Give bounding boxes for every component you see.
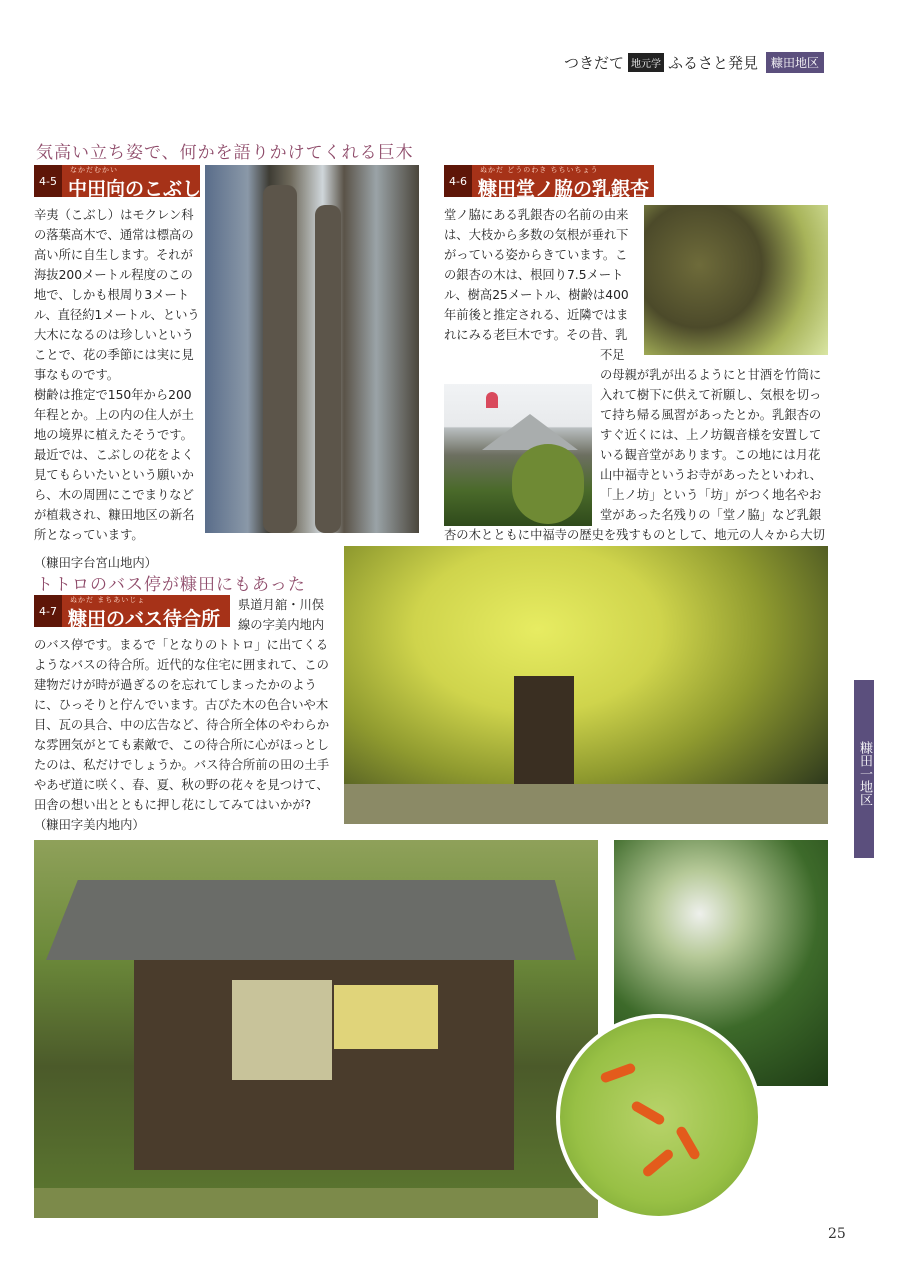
item-number: 4-5	[34, 165, 62, 197]
bus-shelter-photo	[34, 840, 598, 1218]
item-4-7-body	[34, 595, 336, 835]
item-4-6-body	[444, 205, 828, 585]
item-title: 中田向のこぶし	[68, 178, 202, 200]
item-ruby: ぬかだ まちあいじょ	[70, 596, 146, 604]
item-4-7-text: 県道月舘・川俣線の字美内地内のバス停です。まるで「となりのトトロ」に出てくるようなバスの待合所。近代的な住宅に囲まれて、この建物だけが時が過ぎるのを忘れてしまったかのように、ひっそりと佇んでいます。古びた木の色合いや木目、瓦の具合、中の広告など、待合所全体のやわらかな雰囲気がとても素敵で、この待合所に心がほっとしたのは、私だけでしょうか。バス待合所前の田の土手やあぜ道に咲く、春、夏、秋の野の花々を見つけて、田舎の想い出とともに押し花にしてみてはいかが?	[34, 598, 330, 812]
page-header	[564, 52, 824, 73]
item-4-5-body	[34, 205, 200, 573]
item-number: 4-6	[444, 165, 472, 197]
item-ruby: なかだむかい	[70, 166, 118, 174]
header-title-part2: ふるさと発見	[667, 54, 758, 72]
item-4-5-location: （糠田字台宮山地内）	[34, 556, 157, 570]
item-4-6-heading	[444, 165, 654, 200]
item-ruby: ぬかだ どうのわき ちちいちょう	[480, 166, 599, 174]
ginkgo-tree-photo	[344, 546, 828, 824]
item-title: 糠田堂ノ脇の乳銀杏	[478, 178, 650, 200]
page-number: 25	[828, 1226, 846, 1242]
item-4-5-text: 辛夷（こぶし）はモクレン科の落葉高木で、通常は標高の高い所に自生します。それが海抜200メートル程度のこの地で、しかも根周り3メートル、直径約1メートル、という大木になるのは珍しいということで、花の季節には実に見事なものです。 樹齢は推定で150年から200年程とか。上の内の住人が土地の境界に植えたそうです。最近では、こぶしの花をよく見てもらいたいという願いから、木の周囲にこでまりなどが植栽され、糠田地区の新名所となっています。	[34, 208, 200, 542]
magnolia-tree-photo	[205, 165, 419, 533]
item-4-7-location: （糠田字美内地内）	[34, 818, 145, 832]
section-title-1: 気高い立ち姿で、何かを語りかけてくれる巨木	[36, 143, 414, 163]
item-4-5-heading	[34, 165, 202, 200]
header-title-part1: つきだて	[563, 54, 624, 72]
header-area-tag: 糠田地区	[766, 52, 824, 73]
item-4-6-text: 堂ノ脇にある乳銀杏の名前の由来は、大枝から多数の気根が垂れ下がっている姿からきています。この銀杏の木は、根回り7.5メートル、樹高25メートル、樹齢は400年前後と推定される、近隣ではまれにみる老巨木です。その昔、乳不足の母親が乳が出るようにと甘酒を竹筒に入れて樹下に供えて祈願し、気根を切って持ち帰る風習があったとか。乳銀杏のすぐ近くには、上ノ坊観音様を安置している観音堂があります。この地には月花山中福寺というお寺があったといわれ、「上ノ坊」という「坊」がつく地名やお堂があった名残りの「堂ノ脇」など乳銀杏の木とともに中福寺の歴史を残すものとして、地元の人々から大切	[444, 208, 825, 542]
item-title: 糠田のバス待合所	[68, 608, 221, 630]
section-title-2: トトロのバス停が糠田にもあった	[36, 575, 306, 595]
header-badge: 地元学	[628, 53, 664, 72]
district-side-tab: 糠田一地区	[854, 680, 874, 858]
orange-flower-photo	[556, 1014, 762, 1220]
item-number: 4-7	[34, 595, 62, 627]
